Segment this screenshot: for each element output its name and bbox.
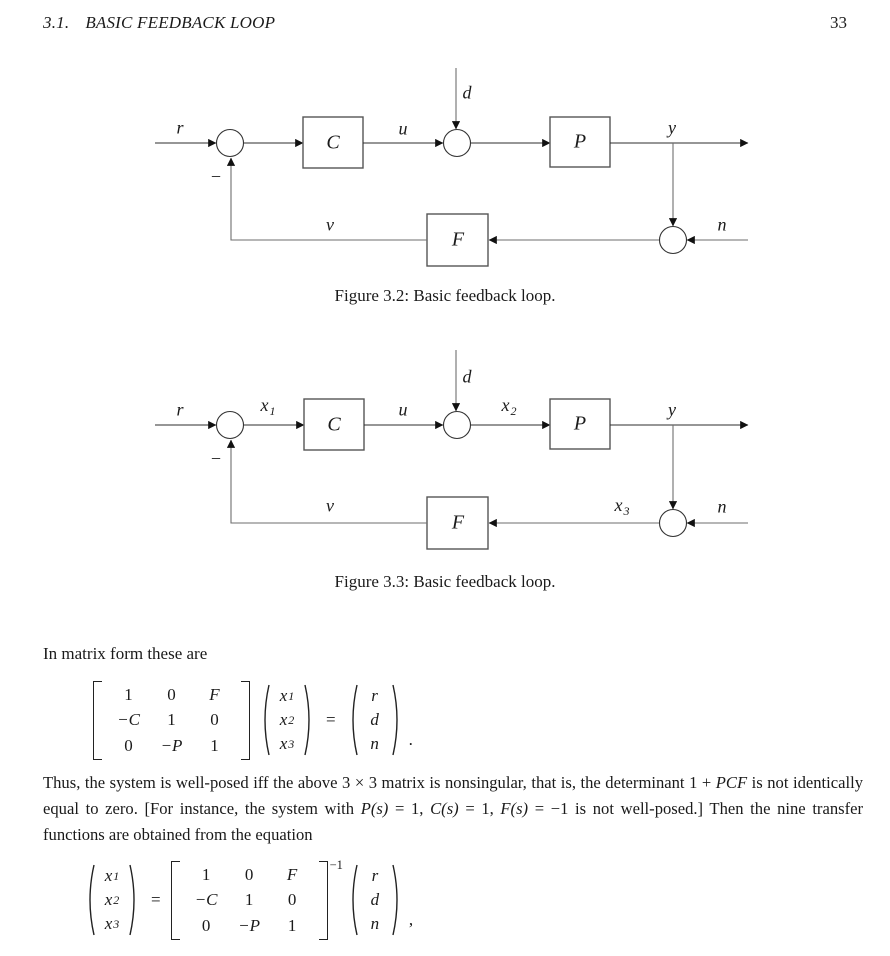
fig33-label-x2: $x_2$ [501,395,517,418]
fig32-label-n: n [717,214,727,235]
fig33-label-n: n [717,496,727,517]
eq1-cell: 1 [124,684,133,704]
fig32-label-d: d [462,82,472,103]
fig32-label-v: v [326,214,334,235]
fig33-caption: Figure 3.3: Basic feedback loop. [334,572,556,591]
left-paren [258,683,271,757]
eq1-matrix [102,681,241,760]
fig33-summing-junction-1 [217,412,244,439]
left-paren [346,683,359,757]
eq1-n: n [370,734,379,754]
eq2-comma: , [408,909,414,929]
right-paren [303,683,316,757]
eq1-x1: x 1 [279,686,295,706]
fig32-summing-junction-2 [444,130,471,157]
fig32-label-y: y [668,117,676,138]
eq1-left-bracket [93,681,102,760]
fig32-summing-junction-3 [660,227,687,254]
eq2-r: r [371,866,379,886]
eq2-cell: 1 [244,890,254,910]
eq1-x3: x 3 [279,734,295,754]
matrix-equation-2 [83,858,414,940]
eq2-cell: 1 [201,864,211,884]
fig33-label-x1: $x_1$ [260,395,276,418]
fig32-minus-sign: − [210,166,222,187]
right-paren [128,863,141,937]
fig33-minus-sign: − [210,448,222,469]
eq1-cell: 0 [124,735,133,755]
left-paren [83,863,96,937]
eq1-x2: x 2 [279,710,295,730]
eq1-d: d [370,710,379,730]
eq2-cell: F [286,864,298,884]
eq1-period: . [408,729,413,749]
body-paragraph: Thus, the system is well-posed iff the above 3 × 3 matrix is nonsingular, that is, the determinant 1 + PCF is not identically equal to zero. [For instance, the system with P(s) = 1, C(s) = 1, F(s) = −1 is not well-posed.] Then the nine transfer functions are obtained from the equation [43,773,864,844]
eq2-x3: x 3 [104,914,120,934]
eq1-cell: 0 [210,710,219,730]
fig33-label-y: y [668,399,676,420]
eq1-cell: 0 [167,684,176,704]
fig32-label-u: u [398,118,408,139]
eq2-cell: 0 [287,890,297,910]
left-paren [346,863,359,937]
eq2-state-vector [83,862,141,938]
eq2-cell: 0 [201,915,211,935]
fig32-summing-junction-1 [217,130,244,157]
fig33-label-x3: $x_3$ [614,495,630,518]
eq2-cell: 1 [287,915,297,935]
intro-sentence: In matrix form these are [43,644,208,663]
fig32-controller-label: C [326,131,340,154]
section-title: BASIC FEEDBACK LOOP [85,13,276,32]
section-number: 3.1. [43,13,70,32]
eq2-x2: x 2 [104,890,120,910]
fig33-filter-label: F [451,511,465,534]
eq1-cell: −P [160,735,183,755]
right-paren [391,683,404,757]
fig33-label-u: u [398,399,408,420]
fig32-filter-label: F [451,228,465,251]
fig33-summing-junction-3 [660,510,687,537]
eq1-equals-sign: = [326,710,336,730]
eq2-n: n [370,914,380,934]
eq2-cell: 0 [244,864,254,884]
fig33-controller-label: C [327,413,341,436]
eq2-right-bracket [319,861,328,940]
eq1-cell: 1 [167,710,176,730]
eq2-rhs-vector [346,862,404,938]
fig33-label-d: d [462,366,472,387]
eq2-x1: x 1 [104,866,120,886]
eq2-equals-sign: = [151,890,161,910]
fig33-summing-junction-2 [444,412,471,439]
eq1-state-vector [258,682,316,758]
matrix-equation-1 [93,681,413,760]
eq2-left-bracket [171,861,180,940]
eq1-cell: 1 [210,735,219,755]
eq2-matrix [180,861,319,940]
right-paren [391,863,404,937]
fig33-label-r: r [176,399,184,420]
eq2-cell: −C [194,890,218,910]
fig33-plant-label: P [573,412,587,435]
eq2-inverse-exponent: −1 [329,858,343,872]
fig32-label-r: r [176,117,184,138]
fig32-plant-label: P [573,130,587,153]
eq1-cell: −C [117,710,140,730]
eq2-cell: −P [238,915,261,935]
eq2-d: d [370,890,380,910]
eq1-cell: F [209,684,220,704]
eq1-r: r [371,686,378,706]
page-number: 33 [830,13,847,32]
eq1-rhs-vector [346,682,404,758]
fig32-caption: Figure 3.2: Basic feedback loop. [334,286,556,305]
fig33-label-v: v [326,495,334,516]
eq1-right-bracket [241,681,250,760]
